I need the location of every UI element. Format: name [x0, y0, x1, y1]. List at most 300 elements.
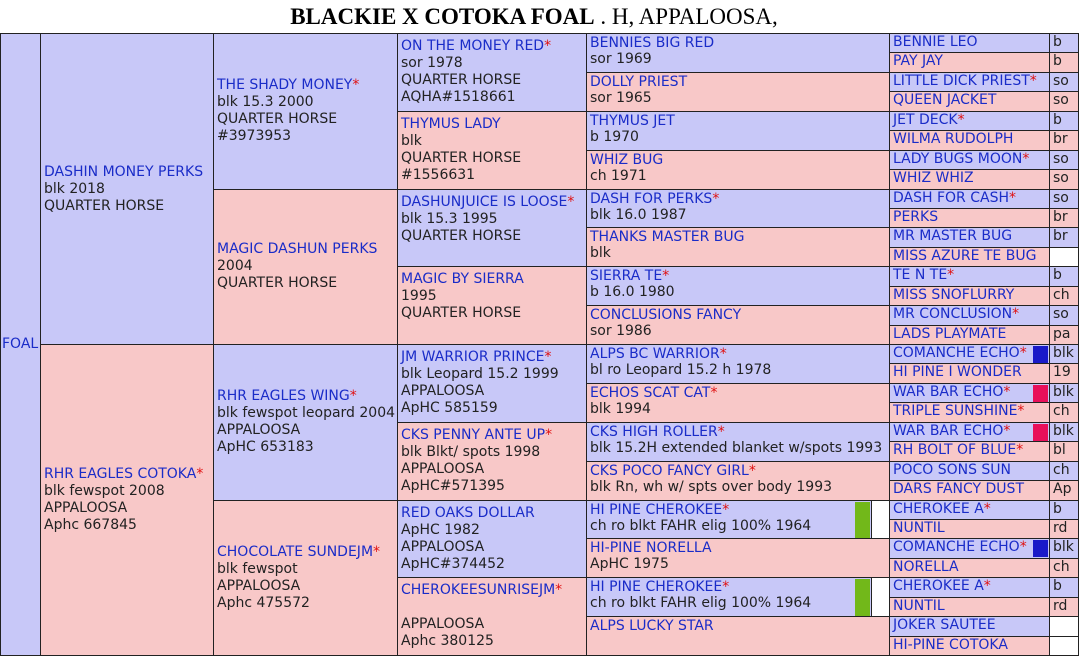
horse-name[interactable]: LADS PLAYMATE	[893, 325, 1007, 342]
pedigree-cell-g5	[889, 577, 1050, 597]
horse-name[interactable]: WAR BAR ECHO	[893, 422, 1004, 439]
pedigree-cell-g5	[889, 150, 1050, 170]
foal-cell	[0, 33, 41, 656]
color-marker-icon	[855, 502, 870, 540]
horse-name-link[interactable]	[590, 385, 886, 401]
horse-detail: ch ro blkt FAHR elig 100% 1964	[590, 517, 812, 534]
horse-name-link[interactable]	[893, 248, 1046, 265]
horse-name-link[interactable]	[893, 423, 1046, 440]
horse-detail: so	[1053, 72, 1069, 89]
horse-name-link[interactable]	[590, 268, 886, 284]
pedigree-cell-g3	[397, 344, 587, 423]
horse-detail: br	[1053, 208, 1068, 225]
pedigree-cell-g4	[586, 538, 890, 578]
registry-star-icon: *	[1019, 345, 1027, 361]
horse-name-link[interactable]	[893, 73, 1046, 90]
pedigree-cell-g5-detail	[1049, 558, 1079, 578]
pedigree-cell-g5	[889, 363, 1050, 383]
horse-name[interactable]: DASHUNJUICE IS LOOSE	[401, 193, 568, 210]
horse-name[interactable]: THYMUS JET	[590, 112, 675, 129]
horse-name[interactable]: TRIPLE SUNSHINE	[893, 403, 1018, 420]
horse-name-link[interactable]	[217, 544, 394, 561]
pedigree-cell-g5	[889, 33, 1050, 53]
horse-detail: blk	[590, 245, 611, 262]
pedigree-cell-g5	[889, 383, 1050, 403]
pedigree-cell-g5-detail	[1049, 227, 1079, 247]
horse-name[interactable]: NUNTIL	[893, 597, 945, 614]
horse-detail: ch 1971	[590, 167, 647, 184]
horse-name[interactable]: RHR EAGLES WING	[217, 388, 350, 405]
horse-name[interactable]: CHEROKEESUNRISEJM	[401, 582, 556, 599]
horse-detail: so	[1053, 189, 1069, 206]
horse-name[interactable]: CHEROKEE A	[893, 500, 984, 517]
horse-detail: APPALOOSA	[401, 538, 485, 555]
horse-detail: Aphc 475572	[217, 594, 310, 611]
registry-star-icon: *	[544, 38, 552, 54]
pedigree-cell-g5-detail	[1049, 266, 1079, 286]
horse-name[interactable]: HI PINE CHEROKEE	[590, 579, 723, 596]
horse-name-link[interactable]	[893, 462, 1046, 479]
horse-name-link[interactable]	[401, 194, 583, 211]
horse-detail: #1556631	[401, 166, 476, 183]
pedigree-cell-g5-detail	[1049, 616, 1079, 636]
pedigree-cell-g5-detail	[1049, 111, 1079, 131]
horse-detail: blk	[1053, 539, 1074, 556]
horse-name[interactable]: QUEEN JACKET	[893, 92, 997, 109]
pedigree-cell-g5	[889, 189, 1050, 209]
horse-name-link[interactable]	[217, 241, 394, 258]
horse-detail	[401, 599, 583, 616]
horse-name[interactable]: DASH FOR CASH	[893, 189, 1009, 206]
pedigree-cell-g5-detail	[1049, 150, 1079, 170]
horse-name[interactable]: HI-PINE NORELLA	[590, 540, 712, 557]
horse-name[interactable]: SIERRA TE	[590, 268, 663, 285]
horse-name[interactable]: ALPS LUCKY STAR	[590, 618, 714, 635]
horse-name-link[interactable]	[893, 539, 1046, 556]
registry-star-icon: *	[1003, 422, 1011, 439]
registry-star-icon: *	[545, 426, 553, 443]
horse-detail: 19	[1053, 364, 1071, 381]
pedigree-cell-g5-detail	[1049, 519, 1079, 539]
color-marker-icon	[1033, 346, 1048, 363]
horse-detail: rd	[1053, 597, 1068, 614]
horse-detail: b 16.0 1980	[590, 284, 675, 301]
horse-name[interactable]: MAGIC BY SIERRA	[401, 271, 524, 288]
registry-star-icon: *	[748, 462, 756, 479]
pedigree-cell-g5	[889, 480, 1050, 500]
horse-name[interactable]: LADY BUGS MOON	[893, 150, 1023, 167]
horse-name-link[interactable]	[893, 92, 1046, 109]
pedigree-cell-g5-detail	[1049, 441, 1079, 461]
horse-name-link[interactable]	[893, 326, 1046, 343]
pedigree-cell-g5	[889, 266, 1050, 286]
horse-detail: blk 16.0 1987	[590, 206, 687, 223]
horse-name[interactable]: DASHIN MONEY PERKS	[44, 163, 204, 180]
horse-detail: so	[1053, 150, 1069, 167]
horse-name-link[interactable]	[590, 307, 886, 323]
horse-name-link[interactable]	[893, 617, 1046, 634]
horse-detail	[1053, 617, 1075, 634]
color-marker-icon	[1033, 540, 1048, 557]
pedigree-cell-g5-detail	[1049, 577, 1079, 597]
horse-name-link[interactable]	[401, 582, 583, 599]
horse-name[interactable]: CHOCOLATE SUNDEJM	[217, 543, 374, 560]
horse-detail: AQHA#1518661	[401, 89, 516, 105]
horse-detail: ch	[1053, 461, 1070, 478]
horse-name[interactable]: MR MASTER BUG	[893, 228, 1013, 245]
horse-detail: ch ro blkt FAHR elig 100% 1964	[590, 595, 812, 612]
pedigree-cell-g5-detail	[1049, 305, 1079, 325]
pedigree-cell-g5	[889, 616, 1050, 636]
pedigree-cell-g5	[889, 538, 1050, 558]
horse-detail: so	[1053, 306, 1069, 323]
pedigree-cell-g5-detail	[1049, 72, 1079, 92]
horse-name-link[interactable]	[590, 618, 886, 634]
horse-name[interactable]: THE SHADY MONEY	[217, 77, 353, 94]
horse-name-link[interactable]	[590, 424, 886, 440]
registry-star-icon: *	[717, 423, 725, 440]
horse-name[interactable]: CKS HIGH ROLLER	[590, 423, 718, 440]
pedigree-cell-g5-detail	[1049, 286, 1079, 306]
pedigree-cell-g2	[213, 189, 398, 346]
horse-name-link[interactable]	[893, 481, 1046, 498]
horse-detail: blk	[1053, 345, 1074, 361]
horse-name[interactable]: MISS SNOFLURRY	[893, 286, 1015, 303]
horse-name-link[interactable]	[893, 598, 1046, 615]
pedigree-cell-g5	[889, 72, 1050, 92]
horse-detail: Aphc 380125	[401, 633, 494, 650]
horse-detail: QUARTER HORSE	[44, 197, 165, 214]
horse-name-link[interactable]	[893, 170, 1046, 187]
horse-name-link[interactable]	[893, 53, 1046, 70]
pedigree-cell-g5	[889, 344, 1050, 364]
horse-name-link[interactable]	[44, 466, 210, 483]
horse-name[interactable]: CHEROKEE A	[893, 578, 984, 595]
pedigree-cell-g5-detail	[1049, 636, 1079, 656]
horse-detail: QUARTER HORSE	[217, 275, 338, 292]
horse-name-link[interactable]	[217, 388, 394, 405]
pedigree-cell-g4	[586, 305, 890, 345]
pedigree-cell-g1	[40, 344, 214, 656]
pedigree-cell-g5-detail	[1049, 130, 1079, 150]
horse-name[interactable]: RHR EAGLES COTOKA	[44, 466, 197, 482]
horse-name[interactable]: DOLLY PRIEST	[590, 73, 688, 90]
horse-name[interactable]: JM WARRIOR PRINCE	[401, 349, 545, 365]
horse-detail: Aphc 667845	[44, 517, 137, 533]
horse-name[interactable]: WHIZ WHIZ	[893, 170, 974, 187]
horse-name-link[interactable]	[893, 151, 1046, 168]
registry-star-icon: *	[1012, 306, 1020, 323]
horse-detail	[1053, 248, 1075, 265]
horse-name[interactable]: MAGIC DASHUN PERKS	[217, 241, 378, 258]
pedigree-cell-g5-detail	[1049, 538, 1079, 558]
horse-name[interactable]: JET DECK	[893, 111, 958, 128]
registry-star-icon: *	[983, 578, 991, 595]
horse-detail: b	[1053, 53, 1062, 70]
horse-name-link[interactable]	[893, 364, 1046, 381]
horse-name-link[interactable]	[893, 520, 1046, 537]
pedigree-cell-g5-detail	[1049, 344, 1079, 364]
horse-name[interactable]: ON THE MONEY RED	[401, 38, 545, 54]
horse-name[interactable]: THYMUS LADY	[401, 115, 501, 132]
pedigree-cell-g5	[889, 500, 1050, 520]
registry-star-icon: *	[1022, 150, 1030, 167]
horse-name[interactable]: ALPS BC WARRIOR	[590, 346, 720, 362]
horse-detail: APPALOOSA	[401, 460, 485, 477]
pedigree-cell-g5-detail	[1049, 363, 1079, 383]
horse-name[interactable]: HI-PINE COTOKA	[893, 636, 1008, 653]
registry-star-icon: *	[983, 500, 991, 517]
horse-name-link[interactable]	[893, 384, 1046, 401]
horse-name[interactable]: PAY JAY	[893, 53, 943, 70]
horse-detail: 2004	[217, 258, 253, 275]
horse-detail: b	[1053, 111, 1062, 128]
horse-detail: pa	[1053, 325, 1071, 342]
horse-name[interactable]: CKS PENNY ANTE UP	[401, 426, 546, 443]
horse-name-link[interactable]	[893, 559, 1046, 576]
registry-star-icon: *	[1019, 539, 1027, 556]
registry-star-icon: *	[719, 346, 727, 362]
horse-name-link[interactable]	[893, 578, 1046, 595]
horse-name[interactable]: WHIZ BUG	[590, 151, 664, 168]
horse-name-link[interactable]	[590, 113, 886, 129]
horse-name[interactable]: DASH FOR PERKS	[590, 190, 713, 207]
horse-detail: QUARTER HORSE	[401, 227, 522, 244]
horse-name[interactable]: WILMA RUDOLPH	[893, 131, 1014, 148]
horse-name-link[interactable]	[893, 131, 1046, 148]
horse-detail: br	[1053, 228, 1068, 245]
horse-detail: b	[1053, 500, 1062, 517]
horse-name-link[interactable]	[590, 74, 886, 90]
horse-detail: APPALOOSA	[401, 616, 485, 633]
horse-name-link[interactable]	[44, 164, 210, 181]
registry-star-icon: *	[1003, 383, 1011, 400]
horse-name[interactable]: CONCLUSIONS FANCY	[590, 307, 742, 324]
horse-name-link[interactable]	[893, 34, 1046, 51]
horse-name-link[interactable]	[590, 579, 868, 595]
registry-star-icon: *	[544, 349, 552, 365]
horse-name[interactable]: COMANCHE ECHO	[893, 345, 1020, 361]
horse-detail: so	[1053, 170, 1069, 187]
horse-detail: ch	[1053, 558, 1070, 575]
horse-detail: blk Rn, wh w/ spts over body 1993	[590, 478, 833, 495]
horse-name[interactable]: BENNIES BIG RED	[590, 35, 715, 51]
registry-star-icon: *	[710, 384, 718, 401]
pedigree-cell-g5	[889, 325, 1050, 345]
horse-detail: #3973953	[217, 128, 292, 145]
pedigree-cell-g4	[586, 616, 890, 656]
registry-star-icon: *	[947, 267, 955, 284]
horse-name-link[interactable]	[401, 505, 583, 522]
horse-detail: ch	[1053, 286, 1070, 303]
horse-detail: QUARTER HORSE	[401, 72, 522, 88]
pedigree-cell-g5	[889, 227, 1050, 247]
horse-detail: sor 1969	[590, 51, 652, 67]
registry-star-icon: *	[352, 77, 360, 94]
horse-detail: b	[1053, 34, 1062, 50]
pedigree-cell-g5	[889, 422, 1050, 442]
horse-name-link[interactable]	[590, 502, 868, 518]
horse-detail: blk Blkt/ spots 1998	[401, 443, 541, 460]
color-marker-icon	[855, 579, 870, 617]
horse-name[interactable]: THANKS MASTER BUG	[590, 229, 745, 246]
horse-name[interactable]: RED OAKS DOLLAR	[401, 504, 535, 521]
horse-name[interactable]: PERKS	[893, 208, 939, 225]
pedigree-cell-g3	[397, 111, 587, 190]
registry-star-icon: *	[1009, 189, 1016, 206]
horse-detail	[590, 634, 886, 650]
registry-star-icon: *	[349, 388, 357, 405]
horse-name[interactable]: HI PINE I WONDER	[893, 364, 1022, 381]
horse-name-link[interactable]	[590, 346, 886, 362]
horse-name-link[interactable]	[893, 228, 1046, 245]
horse-detail: APPALOOSA	[401, 383, 485, 399]
pedigree-cell-g4	[586, 577, 872, 617]
horse-name[interactable]: TE N TE	[893, 267, 948, 284]
horse-name[interactable]: WAR BAR ECHO	[893, 383, 1004, 400]
pedigree-cell-g4	[586, 33, 890, 73]
horse-detail: ApHC 1982	[401, 521, 480, 538]
horse-name-link[interactable]	[893, 190, 1046, 207]
horse-detail: APPALOOSA	[44, 500, 128, 516]
pedigree-cell-g4	[586, 227, 890, 267]
foal-label: FOAL	[2, 336, 39, 352]
pedigree-cell-g5	[889, 130, 1050, 150]
horse-name-link[interactable]	[893, 442, 1046, 459]
horse-name-link[interactable]	[401, 271, 583, 288]
horse-name-link[interactable]	[893, 306, 1046, 323]
horse-detail: blk	[1053, 383, 1074, 400]
horse-detail: bl	[1053, 442, 1066, 459]
horse-detail: b	[1053, 267, 1062, 284]
horse-name[interactable]: MISS AZURE TE BUG	[893, 247, 1037, 264]
pedigree-cell-g5-detail	[1049, 189, 1079, 209]
horse-name[interactable]: BENNIE LEO	[893, 34, 978, 50]
registry-star-icon: *	[555, 582, 563, 599]
horse-name[interactable]: RH BOLT OF BLUE	[893, 442, 1017, 459]
horse-name[interactable]: CKS POCO FANCY GIRL	[590, 462, 749, 479]
pedigree-cell-g2	[213, 33, 398, 190]
horse-name-link[interactable]	[893, 209, 1046, 226]
horse-name[interactable]: MR CONCLUSION	[893, 306, 1013, 323]
pedigree-cell-g5	[889, 111, 1050, 131]
horse-name-link[interactable]	[893, 287, 1046, 304]
horse-detail: QUARTER HORSE	[401, 149, 522, 166]
horse-name[interactable]: NORELLA	[893, 558, 959, 575]
horse-detail: b	[1053, 578, 1062, 595]
horse-name-link[interactable]	[590, 152, 886, 168]
horse-detail: blk 15.2H extended blanket w/spots 1993	[590, 439, 883, 456]
horse-detail: blk	[1053, 422, 1074, 439]
registry-star-icon: *	[1016, 442, 1024, 459]
horse-detail: ApHC 585159	[401, 400, 498, 416]
horse-detail: blk	[401, 132, 422, 149]
pedigree-cell-g3	[397, 189, 587, 268]
registry-star-icon: *	[373, 543, 381, 560]
horse-detail: rd	[1053, 519, 1068, 536]
pedigree-cell-g3	[397, 422, 587, 501]
pedigree-cell-g4	[586, 266, 890, 306]
horse-name-link[interactable]	[590, 35, 886, 51]
pedigree-cell-g5	[889, 286, 1050, 306]
horse-name-link[interactable]	[401, 116, 583, 133]
horse-name[interactable]: POCO SONS SUN	[893, 461, 1012, 478]
horse-detail: blk fewspot 2008	[44, 483, 165, 499]
horse-name-link[interactable]	[217, 77, 394, 94]
horse-detail: APPALOOSA	[217, 422, 301, 439]
horse-detail: Ap	[1053, 481, 1072, 498]
pedigree-cell-g5-detail	[1049, 325, 1079, 345]
pedigree-cell-g4	[586, 72, 890, 112]
pedigree-cell-g5	[889, 461, 1050, 481]
horse-name[interactable]: COMANCHE ECHO	[893, 539, 1020, 556]
horse-name-link[interactable]	[893, 501, 1046, 518]
pedigree-cell-g5	[889, 402, 1050, 422]
horse-detail: ApHC 653183	[217, 439, 314, 456]
horse-name[interactable]: DARS FANCY DUST	[893, 481, 1024, 498]
horse-name-link[interactable]	[401, 38, 583, 55]
pedigree-title: BLACKIE X COTOKA FOAL . H, APPALOOSA,	[290, 4, 778, 29]
pedigree-cell-g4	[586, 422, 890, 462]
horse-name[interactable]: HI PINE CHEROKEE	[590, 501, 723, 518]
horse-name-link[interactable]	[590, 191, 886, 207]
pedigree-cell-g3	[397, 577, 587, 656]
registry-star-icon: *	[1017, 403, 1025, 420]
pedigree-cell-g5	[889, 247, 1050, 267]
pedigree-cell-g5	[889, 558, 1050, 578]
horse-name-link[interactable]	[893, 267, 1046, 284]
pedigree-cell-g3	[397, 266, 587, 345]
horse-name-link[interactable]	[590, 540, 886, 556]
pedigree-cell-g5	[889, 305, 1050, 325]
horse-detail: br	[1053, 131, 1068, 148]
horse-detail: blk 15.3 1995	[401, 210, 498, 227]
horse-detail: blk fewspot	[217, 560, 298, 577]
pedigree-cell-g2	[213, 344, 398, 501]
horse-detail: ch	[1053, 403, 1070, 420]
horse-name[interactable]: ECHOS SCAT CAT	[590, 384, 711, 401]
horse-name[interactable]: NUNTIL	[893, 519, 945, 536]
horse-detail: blk 2018	[44, 180, 105, 197]
registry-star-icon: *	[722, 501, 730, 518]
pedigree-cell-g5-detail	[1049, 422, 1079, 442]
horse-detail: so	[1053, 92, 1069, 109]
horse-detail: blk fewspot leopard 2004	[217, 405, 396, 422]
horse-name-link[interactable]	[893, 112, 1046, 129]
horse-name-link[interactable]	[893, 403, 1046, 420]
pedigree-cell-g5-detail	[1049, 91, 1079, 111]
horse-detail: APPALOOSA	[217, 577, 301, 594]
horse-name-link[interactable]	[893, 637, 1046, 654]
pedigree-cell-g5	[889, 169, 1050, 189]
pedigree-cell-g5-detail	[1049, 597, 1079, 617]
horse-detail: blk 15.3 2000	[217, 94, 314, 111]
horse-detail	[1053, 637, 1075, 654]
registry-star-icon: *	[567, 193, 575, 210]
horse-name-link[interactable]	[401, 427, 583, 444]
horse-name-link[interactable]	[590, 463, 886, 479]
horse-name-link[interactable]	[590, 229, 886, 245]
color-marker-icon	[1033, 424, 1048, 441]
registry-star-icon: *	[1029, 72, 1037, 89]
horse-detail: b 1970	[590, 128, 639, 145]
horse-name-link[interactable]	[401, 349, 583, 366]
pedigree-cell-g4	[586, 150, 890, 190]
horse-name[interactable]: LITTLE DICK PRIEST	[893, 72, 1030, 89]
pedigree-cell-g5-detail	[1049, 208, 1079, 228]
horse-name-link[interactable]	[893, 345, 1046, 362]
horse-name[interactable]: JOKER SAUTEE	[893, 617, 996, 634]
